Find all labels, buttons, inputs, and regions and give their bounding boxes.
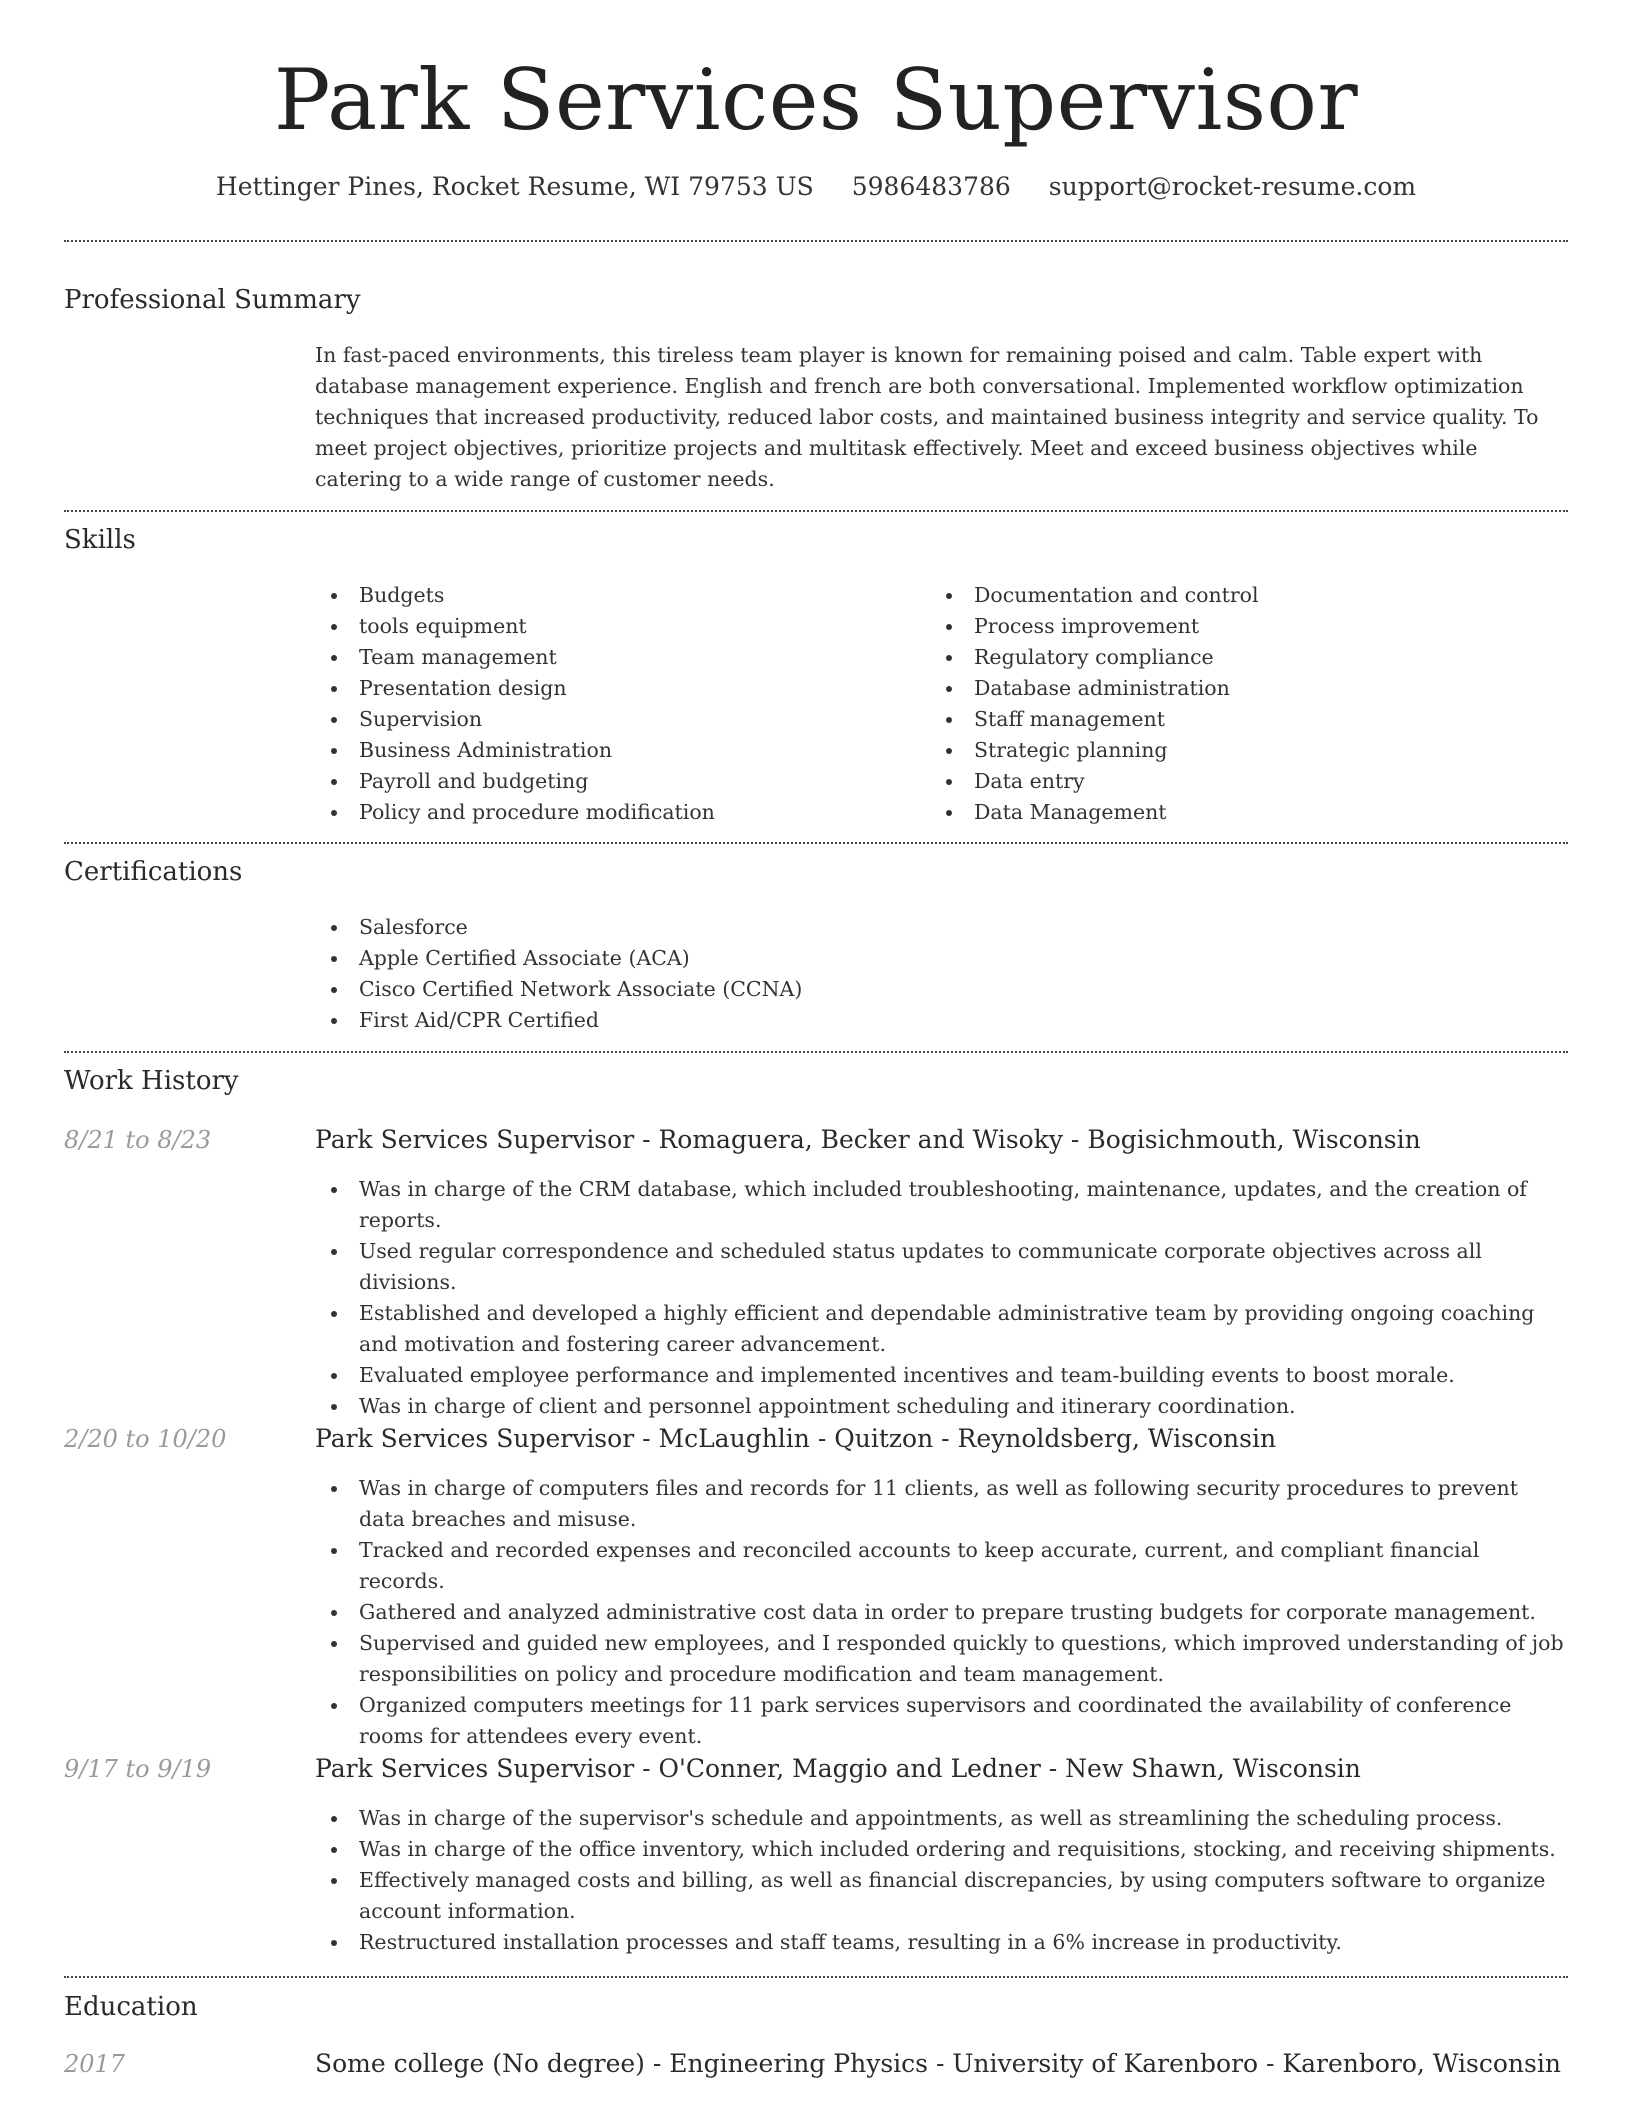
skill-item: Data Management: [930, 797, 1259, 828]
section-divider: [64, 1976, 1568, 1978]
skill-item: Strategic planning: [930, 735, 1259, 766]
job-bullet: Was in charge of the CRM database, which included troubleshooting, maintenance, updates, and the creation of reports.: [315, 1174, 1568, 1236]
skill-item: Business Administration: [315, 735, 715, 766]
job-bullet: Was in charge of the office inventory, which included ordering and requisitions, stocking, and receiving shipments.: [315, 1834, 1568, 1865]
job-bullet: Tracked and recorded expenses and reconciled accounts to keep accurate, current, and compliant financial records.: [315, 1535, 1568, 1597]
skills-list-right: [930, 580, 1259, 828]
skill-item: Presentation design: [315, 673, 715, 704]
job-bullet: Used regular correspondence and scheduled status updates to communicate corporate objectives across all divisions.: [315, 1236, 1568, 1298]
job-heading: Park Services Supervisor - McLaughlin - Quitzon - Reynoldsberg, Wisconsin: [315, 1424, 1277, 1453]
skill-item: Team management: [315, 642, 715, 673]
certifications-list: [315, 912, 802, 1036]
job-dates: 8/21 to 8/23: [64, 1126, 212, 1154]
section-divider: [64, 510, 1568, 512]
skill-item: Database administration: [930, 673, 1259, 704]
certification-item: First Aid/CPR Certified: [315, 1005, 802, 1036]
contact-address: Hettinger Pines, Rocket Resume, WI 79753 US: [215, 172, 814, 201]
section-title-certifications: Certifications: [64, 857, 243, 887]
contact-phone: 5986483786: [851, 172, 1011, 201]
skill-item: Staff management: [930, 704, 1259, 735]
job-dates: 2/20 to 10/20: [64, 1425, 227, 1453]
job-bullet: Gathered and analyzed administrative cost data in order to prepare trusting budgets for corporate management.: [315, 1597, 1568, 1628]
job-bullet-list: [315, 1473, 1568, 1752]
job-bullet-list: [315, 1174, 1568, 1422]
job-bullet: Supervised and guided new employees, and I responded quickly to questions, which improved understanding of job responsibilities on policy and procedure modification and team management.: [315, 1628, 1568, 1690]
skills-list-left: [315, 580, 715, 828]
skill-item: Documentation and control: [930, 580, 1259, 611]
section-title-summary: Professional Summary: [64, 285, 361, 315]
skill-item: Budgets: [315, 580, 715, 611]
contact-email: support@rocket-resume.com: [1048, 172, 1417, 201]
contact-line: [0, 170, 1632, 204]
job-bullet: Was in charge of the supervisor's schedule and appointments, as well as streamlining the scheduling process.: [315, 1803, 1568, 1834]
job-bullet: Evaluated employee performance and implemented incentives and team-building events to boost morale.: [315, 1360, 1568, 1391]
section-title-education: Education: [64, 1992, 198, 2022]
job-bullet: Established and developed a highly efficient and dependable administrative team by providing ongoing coaching and motivation and fostering career advancement.: [315, 1298, 1568, 1360]
skill-item: Process improvement: [930, 611, 1259, 642]
job-bullet-list: [315, 1803, 1568, 1958]
skill-item: tools equipment: [315, 611, 715, 642]
section-divider: [64, 842, 1568, 844]
skill-item: Regulatory compliance: [930, 642, 1259, 673]
skill-item: Policy and procedure modification: [315, 797, 715, 828]
job-heading: Park Services Supervisor - O'Conner, Maggio and Ledner - New Shawn, Wisconsin: [315, 1754, 1361, 1783]
section-title-skills: Skills: [64, 525, 136, 555]
job-heading: Park Services Supervisor - Romaguera, Becker and Wisoky - Bogisichmouth, Wisconsin: [315, 1125, 1421, 1154]
summary-text: In fast-paced environments, this tireless team player is known for remaining poised and calm. Table expert with database management experience. English and french are both conversational. Implemented workflow optimization techniques that increased productivity, reduced labor costs, and maintained business integrity and service quality. To meet project objectives, prioritize projects and multitask effectively. Meet and exceed business objectives while catering to a wide range of customer needs.: [315, 343, 1539, 491]
job-bullet: Was in charge of computers files and records for 11 clients, as well as following security procedures to prevent data breaches and misuse.: [315, 1473, 1568, 1535]
job-bullet: Was in charge of client and personnel appointment scheduling and itinerary coordination.: [315, 1391, 1568, 1422]
education-heading: Some college (No degree) - Engineering Physics - University of Karenboro - Karenboro, Wisconsin: [315, 2049, 1561, 2078]
section-title-work-history: Work History: [64, 1066, 239, 1096]
job-dates: 9/17 to 9/19: [64, 1755, 212, 1783]
certification-item: Apple Certified Associate (ACA): [315, 943, 802, 974]
certification-item: Cisco Certified Network Associate (CCNA): [315, 974, 802, 1005]
job-bullet: Organized computers meetings for 11 park services supervisors and coordinated the availability of conference rooms for attendees every event.: [315, 1690, 1568, 1752]
job-bullet: Effectively managed costs and billing, as well as financial discrepancies, by using computers software to organize account information.: [315, 1865, 1568, 1927]
section-divider: [64, 1051, 1568, 1053]
skill-item: Data entry: [930, 766, 1259, 797]
skill-item: Supervision: [315, 704, 715, 735]
education-year: 2017: [64, 2050, 126, 2078]
certification-item: Salesforce: [315, 912, 802, 943]
candidate-name: Park Services Supervisor: [273, 51, 1359, 149]
job-bullet: Restructured installation processes and staff teams, resulting in a 6% increase in productivity.: [315, 1927, 1568, 1958]
skill-item: Payroll and budgeting: [315, 766, 715, 797]
section-divider: [64, 240, 1568, 242]
